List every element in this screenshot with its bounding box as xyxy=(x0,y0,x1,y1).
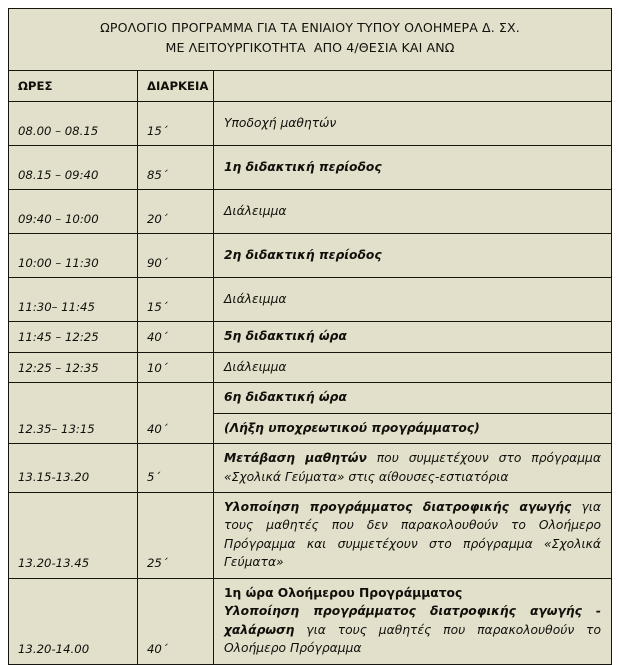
row-description-text: (Λήξη υποχρεωτικού προγράμματος) xyxy=(224,420,480,435)
row-description xyxy=(214,383,612,413)
row-hours: 13.20-14.00 xyxy=(9,578,138,664)
row-duration: 15΄ xyxy=(138,278,214,322)
row-description-text xyxy=(224,449,601,486)
row-description-text: 2η διδακτική περίοδος xyxy=(224,248,382,263)
table-row xyxy=(9,146,612,190)
table-row xyxy=(9,322,612,352)
row-hours: 12.35– 13:15 xyxy=(9,383,138,444)
table-row xyxy=(9,102,612,146)
table-row xyxy=(9,444,612,493)
row-description-rest: για τους μαθητές που παρακολουθούν το Ολοήμερο Πρόγραμμα xyxy=(224,622,601,656)
document-title xyxy=(9,9,612,71)
table-row xyxy=(9,578,612,664)
row-description-text: 5η διδακτική ώρα xyxy=(224,329,347,344)
row-duration: 20΄ xyxy=(138,190,214,234)
row-description-heading-text: 1η ώρα Ολοήμερου Προγράμματος xyxy=(224,585,463,600)
column-header-hours: ΩΡΕΣ xyxy=(9,70,138,102)
row-duration: 5΄ xyxy=(138,444,214,493)
row-duration: 85΄ xyxy=(138,146,214,190)
table-row xyxy=(9,352,612,382)
row-description-heading xyxy=(224,584,601,602)
row-description-text: 1η διδακτική περίοδος xyxy=(224,160,382,175)
table-row xyxy=(9,383,612,413)
row-duration: 90΄ xyxy=(138,234,214,278)
row-description xyxy=(214,102,612,146)
column-header-description xyxy=(214,70,612,102)
row-description xyxy=(214,352,612,382)
row-description-secondary xyxy=(214,413,612,443)
table-row xyxy=(9,190,612,234)
row-description-rest: που συμμετέχουν στο πρόγραμμα «Σχολικά Γεύματα» στις αίθουσες-εστιατόρια xyxy=(224,451,601,484)
row-duration: 25΄ xyxy=(138,493,214,579)
schedule-table xyxy=(8,8,612,665)
row-hours: 11:30– 11:45 xyxy=(9,278,138,322)
row-duration: 40΄ xyxy=(138,578,214,664)
row-description-text xyxy=(224,498,601,572)
row-hours: 13.20-13.45 xyxy=(9,493,138,579)
row-hours: 12:25 – 12:35 xyxy=(9,352,138,382)
row-description-emphasis: Μετάβαση μαθητών xyxy=(224,451,367,466)
row-description-text: Διάλειμμα xyxy=(224,359,287,374)
row-hours: 08.15 – 09:40 xyxy=(9,146,138,190)
row-description-text: Διάλειμμα xyxy=(224,292,287,307)
table-row xyxy=(9,493,612,579)
row-description xyxy=(214,444,612,493)
row-description-emphasis: Υλοποίηση προγράμματος διατροφικής αγωγής xyxy=(224,500,572,515)
row-description-text: 6η διδακτική ώρα xyxy=(224,390,347,405)
row-description-rest: για τους μαθητές που δεν παρακολουθούν το Ολοήμερο Πρόγραμμα και συμμετέχουν στο πρόγραμμα «Σχολικά Γεύματα» xyxy=(224,500,601,570)
table-title-row xyxy=(9,9,612,71)
row-description-text: Υποδοχή μαθητών xyxy=(224,116,337,131)
row-duration: 15΄ xyxy=(138,102,214,146)
row-description-emphasis: Υλοποίηση προγράμματος διατροφικής αγωγής - χαλάρωση xyxy=(224,604,601,637)
row-description xyxy=(214,190,612,234)
row-hours: 08.00 – 08.15 xyxy=(9,102,138,146)
row-hours: 13.15-13.20 xyxy=(9,444,138,493)
row-duration: 10΄ xyxy=(138,352,214,382)
row-description-text xyxy=(224,602,601,657)
row-description xyxy=(214,322,612,352)
row-description-text: Διάλειμμα xyxy=(224,204,287,219)
row-description xyxy=(214,578,612,664)
title-line-2: ΜΕ ΛΕΙΤΟΥΡΓΙΚΟΤΗΤΑ ΑΠΟ 4/ΘΕΣΙΑ ΚΑΙ ΑΝΩ xyxy=(165,40,455,56)
table-row xyxy=(9,234,612,278)
column-header-duration: ΔΙΑΡΚΕΙΑ xyxy=(138,70,214,102)
row-hours: 11:45 – 12:25 xyxy=(9,322,138,352)
row-description xyxy=(214,234,612,278)
row-description xyxy=(214,493,612,579)
table-row xyxy=(9,278,612,322)
row-description xyxy=(214,278,612,322)
row-duration: 40΄ xyxy=(138,322,214,352)
row-hours: 10:00 – 11:30 xyxy=(9,234,138,278)
row-description xyxy=(214,146,612,190)
title-line-1: ΩΡΟΛΟΓΙΟ ΠΡΟΓΡΑΜΜΑ ΓΙΑ ΤΑ ΕΝΙΑΙΟΥ ΤΥΠΟΥ ΟΛΟΗΜΕΡΑ Δ. ΣΧ. xyxy=(100,20,520,35)
table-header-row xyxy=(9,70,612,102)
row-hours: 09:40 – 10:00 xyxy=(9,190,138,234)
row-duration: 40΄ xyxy=(138,383,214,444)
